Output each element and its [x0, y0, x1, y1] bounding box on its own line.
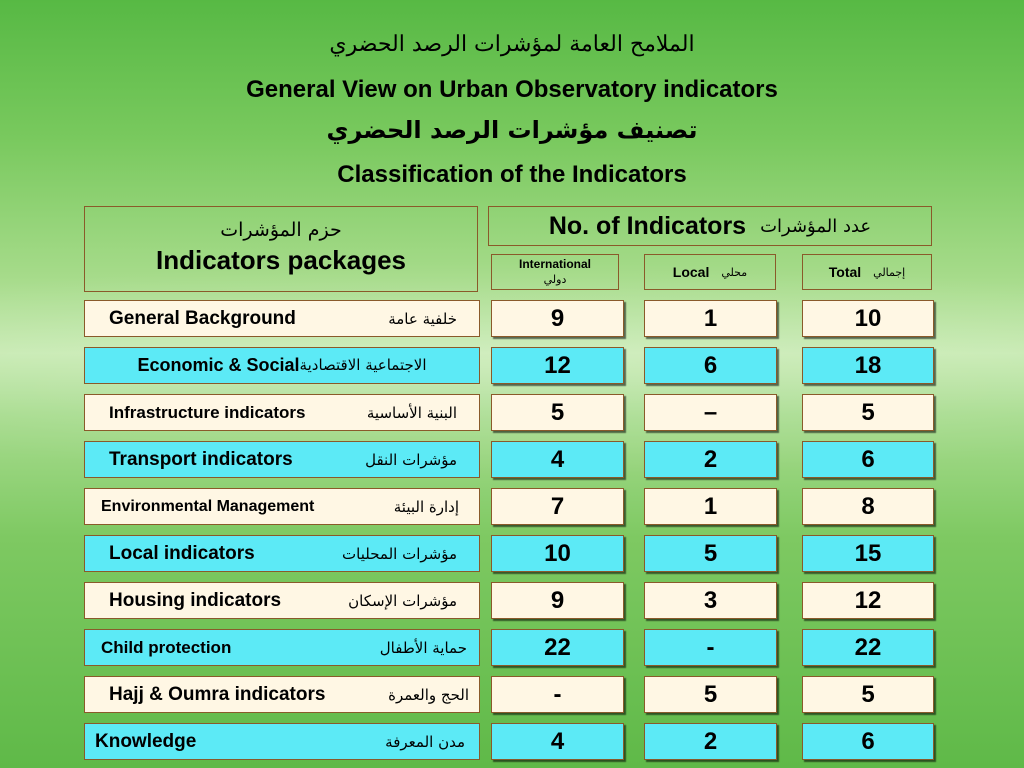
- package-name-arabic: مدن المعرفة: [385, 732, 465, 751]
- package-name-arabic: مؤشرات النقل: [365, 450, 457, 469]
- total-count: 5: [802, 676, 934, 713]
- total-count: 8: [802, 488, 934, 525]
- local-label-arabic: محلي: [721, 265, 748, 279]
- local-count: 3: [644, 582, 777, 619]
- arabic-subtitle: تصنيف مؤشرات الرصد الحضري: [326, 116, 698, 144]
- package-name-arabic: مؤشرات الإسكان: [348, 591, 457, 610]
- package-name: [84, 582, 480, 619]
- package-name-english: Infrastructure indicators: [109, 402, 306, 422]
- international-label-arabic: دولي: [543, 273, 567, 286]
- english-title: General View on Urban Observatory indicators: [246, 76, 778, 103]
- number-header-arabic: عدد المؤشرات: [760, 215, 872, 237]
- package-name-arabic: حماية الأطفال: [379, 638, 467, 657]
- local-count: –: [644, 394, 777, 431]
- international-count: 4: [491, 723, 624, 760]
- package-name: [84, 535, 480, 572]
- packages-header-english: Indicators packages: [156, 245, 406, 275]
- international-count: 7: [491, 488, 624, 525]
- international-count: -: [491, 676, 624, 713]
- package-name-arabic: خلفية عامة: [388, 309, 457, 328]
- package-name: [84, 347, 480, 384]
- package-name-english: Knowledge: [95, 730, 197, 752]
- local-count: 1: [644, 300, 777, 337]
- table-row: [0, 629, 1024, 666]
- package-name: [84, 723, 480, 760]
- package-name: [84, 488, 480, 525]
- package-name-english: Housing indicators: [109, 589, 282, 611]
- international-count: 22: [491, 629, 624, 666]
- total-count: 6: [802, 441, 934, 478]
- local-count: -: [644, 629, 777, 666]
- table-row: [0, 488, 1024, 525]
- package-name-arabic: الحج والعمرة: [388, 685, 469, 704]
- package-name-english: Hajj & Oumra indicators: [109, 683, 326, 705]
- table-row: [0, 394, 1024, 431]
- table-row: [0, 300, 1024, 337]
- total-column-header: [802, 254, 932, 290]
- table-row: [0, 723, 1024, 760]
- package-name: [84, 629, 480, 666]
- local-count: 5: [644, 535, 777, 572]
- local-count: 1: [644, 488, 777, 525]
- international-count: 9: [491, 582, 624, 619]
- total-label-arabic: إجمالي: [873, 265, 906, 279]
- international-column-header: [491, 254, 619, 290]
- package-name-english: Child protection: [101, 637, 232, 657]
- packages-header-arabic: حزم المؤشرات: [220, 219, 342, 241]
- package-name-english: Local indicators: [109, 542, 255, 564]
- number-header-english: No. of Indicators: [548, 211, 747, 240]
- table-row: [0, 441, 1024, 478]
- package-name-arabic: مؤشرات المحليات: [342, 544, 457, 563]
- number-of-indicators-header: [488, 206, 932, 246]
- packages-header: [84, 206, 478, 292]
- total-label: Total: [828, 264, 862, 280]
- package-name: [84, 300, 480, 337]
- table-row: [0, 347, 1024, 384]
- local-count: 2: [644, 441, 777, 478]
- local-count: 5: [644, 676, 777, 713]
- total-count: 5: [802, 394, 934, 431]
- arabic-title: الملامح العامة لمؤشرات الرصد الحضري: [329, 32, 695, 57]
- english-subtitle: Classification of the Indicators: [337, 161, 687, 188]
- total-count: 18: [802, 347, 934, 384]
- local-label: Local: [672, 264, 710, 280]
- local-count: 6: [644, 347, 777, 384]
- package-name-english: Transport indicators: [109, 448, 293, 470]
- package-name-english: Environmental Management: [101, 497, 315, 515]
- total-count: 15: [802, 535, 934, 572]
- international-count: 9: [491, 300, 624, 337]
- international-count: 10: [491, 535, 624, 572]
- international-count: 12: [491, 347, 624, 384]
- package-name: [84, 394, 480, 431]
- international-count: 5: [491, 394, 624, 431]
- local-count: 2: [644, 723, 777, 760]
- package-name-arabic: الاجتماعية الاقتصادية: [299, 356, 427, 374]
- table-row: [0, 582, 1024, 619]
- package-name: [84, 676, 480, 713]
- total-count: 22: [802, 629, 934, 666]
- total-count: 12: [802, 582, 934, 619]
- table-row: [0, 535, 1024, 572]
- total-count: 10: [802, 300, 934, 337]
- package-name-english: Economic & Social: [137, 355, 300, 375]
- package-name-english: General Background: [109, 307, 296, 329]
- package-name: [84, 441, 480, 478]
- table-row: [0, 676, 1024, 713]
- package-name-arabic: البنية الأساسية: [366, 403, 457, 422]
- local-column-header: [644, 254, 776, 290]
- international-label: International: [518, 257, 591, 271]
- international-count: 4: [491, 441, 624, 478]
- package-name-arabic: إدارة البيئة: [393, 497, 459, 516]
- total-count: 6: [802, 723, 934, 760]
